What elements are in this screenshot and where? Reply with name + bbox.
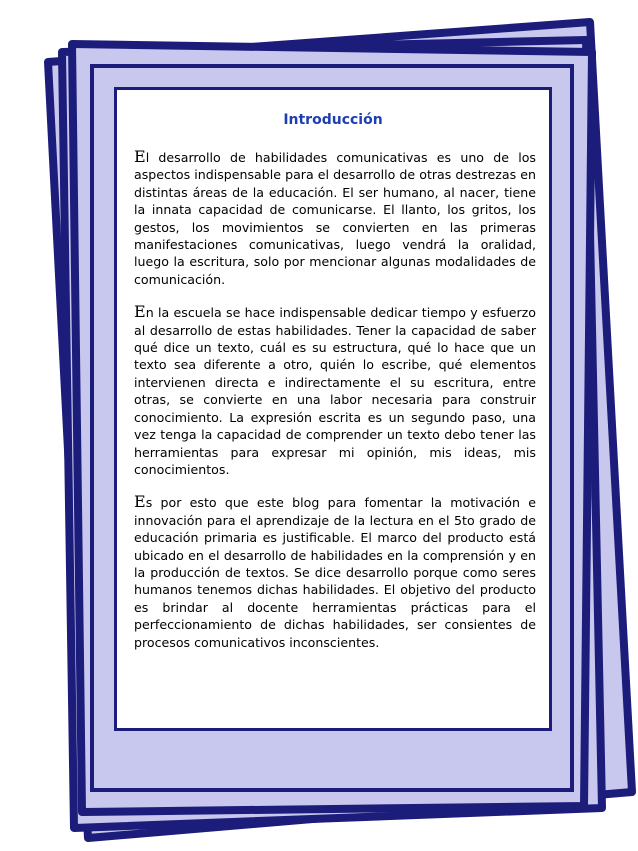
paragraph-text: l desarrollo de habilidades comunicativas es uno de los aspectos indispensable para el desarrollo de otras destrezas en distintas áreas de la educación. El ser humano, al nacer, tiene la innata capacidad de comunicarse. El llanto, los gritos, los gestos, los movimientos se convierten en las primeras manifestaciones comunicativas, luego vendrá la oralidad, luego la escritura, solo por mencionar algunas modalidades de comunicación.: [134, 150, 536, 287]
initial-letter: E: [134, 302, 146, 322]
paragraph-2: [134, 303, 536, 478]
initial-letter: E: [134, 492, 146, 512]
paragraph-3: [134, 493, 536, 651]
initial-letter: E: [134, 147, 146, 166]
document-page: [114, 87, 552, 731]
paragraph-text: n la escuela se hace indispensable dedicar tiempo y esfuerzo al desarrollo de estas habilidades. Tener la capacidad de saber qué dice un texto, cuál es su estructura, qué lo hace que un texto sea diferente a otro, quién lo escribe, qué elementos intervienen directa e indirectamente el su escritura, entre otras, se convierte en una labor necesaria para construir conocimiento. La expresión escrita es un segundo paso, una vez tenga la capacidad de comprender un texto debo tener las herramientas para expresar mi opinión, mis ideas, mis conocimientos.: [134, 305, 536, 477]
document-body: [134, 148, 536, 666]
paragraph-text: s por esto que este blog para fomentar la motivación e innovación para el aprendizaje de la lectura en el 5to grado de educación primaria es justificable. El marco del producto está ubicado en el desarrollo de habilidades en la comprensión y en la producción de textos. Se dice desarrollo porque como seres humanos tenemos dichas habilidades. El objetivo del producto es brindar al docente herramientas prácticas para el perfeccionamiento de dichas habilidades, ser consientes de procesos comunicativos inconscientes.: [134, 495, 536, 650]
paragraph-1: [134, 148, 536, 288]
document-title: Introducción: [283, 112, 383, 128]
